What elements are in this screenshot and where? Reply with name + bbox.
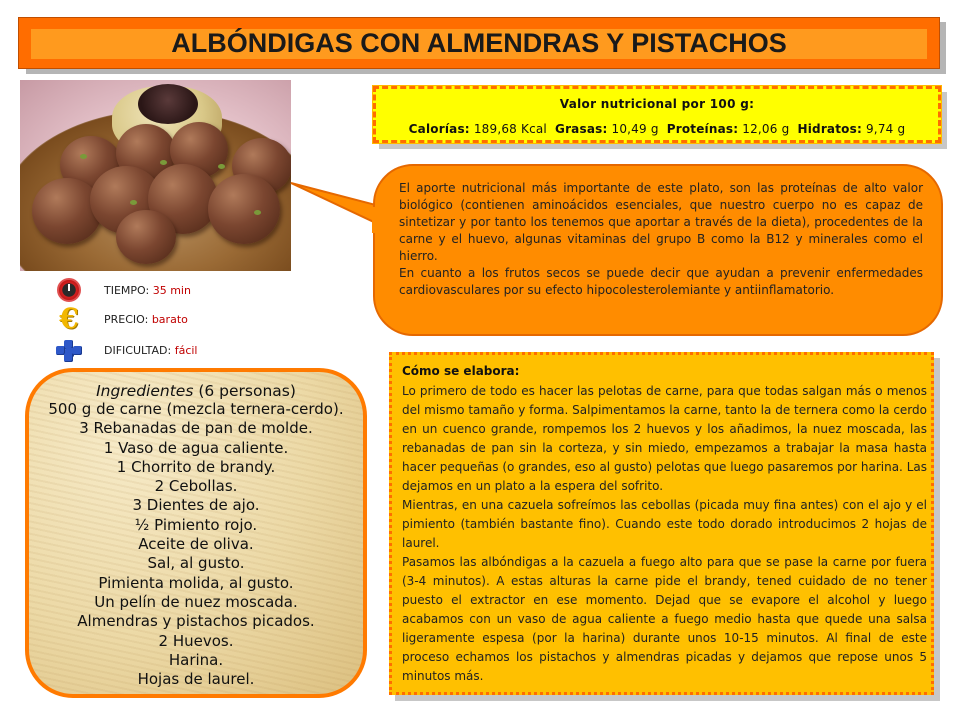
carbs-label: Hidratos: [797, 122, 862, 136]
nutrition-box [373, 86, 941, 143]
title-banner [18, 17, 940, 69]
calories-label: Calorías: [408, 122, 470, 136]
nutrition-values [376, 122, 938, 136]
ingredient-item: 500 g de carne (mezcla ternera-cerdo). [48, 400, 344, 418]
time-label: TIEMPO: [104, 283, 150, 297]
photo-pistachio [254, 210, 261, 215]
ingredient-item: Almendras y pistachos picados. [77, 612, 315, 631]
method-paragraph-2: Mientras, en una cazuela sofreímos las cebollas (picada muy fina antes) con el ajo y el pimiento (también bastante fino). Cuando este todo dorado introducimos 2 hojas de laurel. [402, 498, 927, 550]
method-paragraph-3: Pasamos las albóndigas a la cazuela a fuego alto para que se pase la carne por fuera (3-4 minutos). A estas alturas la carne pide el brandy, tened cuidado de no tener puesto el extractor en ese momento. Dejad que se evapore el alcohol y luego acabamos con un vaso de agua caliente a fuego medio hasta que quede una salsa ligeramente espesa (por la harina) durante unos 10-15 minutos. Al final de este proceso echamos los pistachos y almendras picadas y dejamos que repose unos 5 minutos más. [402, 555, 927, 683]
ingredient-item: Hojas de laurel. [137, 670, 255, 689]
ingredient-item: ½ Pimiento rojo. [134, 515, 258, 534]
method-body [402, 382, 927, 686]
page-title: ALBÓNDIGAS CON ALMENDRAS Y PISTACHOS [171, 27, 787, 58]
ingredients-title [29, 382, 363, 400]
ingredients-card [25, 368, 367, 698]
photo-pistachio [160, 160, 167, 165]
photo-pistachio [130, 200, 137, 205]
ingredient-item: 2 Cebollas. [154, 477, 238, 496]
ingredient-item: 1 Vaso de agua caliente. [103, 438, 289, 457]
protein-label: Proteínas: [666, 122, 739, 136]
nutrition-header: Valor nutricional por 100 g: [559, 97, 755, 111]
photo-pistachio [218, 164, 225, 169]
protein-value: 12,06 g [742, 122, 790, 136]
bubble-paragraph-1: El aporte nutricional más importante de este plato, son las proteínas de alto valor biológico (contienen aminoácidos esenciales, que nuestro cuerpo no es capaz de sintetizar y por tanto los tenemos que aportar a través de la dieta), procedentes de la carne y el huevo, algunas vitaminas del grupo B como la B12 y minerales como el hierro. [399, 181, 923, 263]
price-label: PRECIO: [104, 312, 149, 326]
method-title: Cómo se elabora: [402, 364, 520, 378]
info-difficulty [56, 337, 197, 363]
ingredient-item: 1 Chorrito de brandy. [116, 457, 276, 476]
ingredient-item: Harina. [168, 650, 224, 669]
puzzle-icon [56, 337, 82, 363]
info-price [56, 302, 188, 335]
method-paragraph-1: Lo primero de todo es hacer las pelotas de carne, para que todas salgan más o menos del mismo tamaño y forma. Salpimentamos la carne, tanto la de ternera como la cerdo en un cuenco grande, rompemos los 2 huevos y los añadimos, la nuez moscada, las rebanadas de pan sin la corteza, y sin miedo, empezamos a trabajar la masa hasta hacer pequeñas (o grandes, eso al gusto) pelotas que luego pasaremos por harina. Las dejamos en un plato a la espera del sofrito. [402, 384, 927, 493]
timer-icon [56, 277, 82, 303]
ingredient-item: 2 Huevos. [158, 631, 234, 650]
ingredients-servings: (6 personas) [198, 382, 296, 400]
difficulty-label: DIFICULTAD: [104, 343, 172, 357]
bubble-paragraph-2: En cuanto a los frutos secos se puede decir que ayudan a prevenir enfermedades cardiovasculares por su efecto hipocolesterolemiante y antiinflamatorio. [399, 266, 923, 297]
ingredient-item: Aceite de oliva. [138, 535, 254, 554]
bubble-text [399, 180, 923, 299]
photo-topping [138, 84, 198, 124]
ingredient-item: Sal, al gusto. [147, 554, 245, 573]
nutrition-bubble [373, 164, 943, 336]
photo-meatball [208, 174, 280, 244]
photo-pistachio [80, 154, 87, 159]
ingredient-item: Un pelín de nuez moscada. [94, 592, 298, 611]
price-value: barato [151, 312, 188, 326]
fat-label: Grasas: [555, 122, 608, 136]
time-value: 35 min [152, 283, 191, 297]
difficulty-value: fácil [174, 343, 198, 357]
ingredient-item: 3 Dientes de ajo. [132, 496, 260, 515]
info-time [56, 277, 191, 303]
photo-meatball [116, 210, 176, 264]
method-box [389, 352, 934, 695]
ingredients-heading: Ingredientes [96, 382, 194, 400]
ingredient-item: Pimienta molida, al gusto. [98, 573, 294, 592]
euro-icon: € [59, 302, 79, 335]
carbs-value: 9,74 g [865, 122, 906, 136]
calories-value: 189,68 Kcal [473, 122, 547, 136]
ingredients-list [29, 400, 363, 689]
fat-value: 10,49 g [611, 122, 659, 136]
meatballs-photo [20, 80, 291, 271]
ingredient-item: 3 Rebanadas de pan de molde. [79, 419, 313, 438]
